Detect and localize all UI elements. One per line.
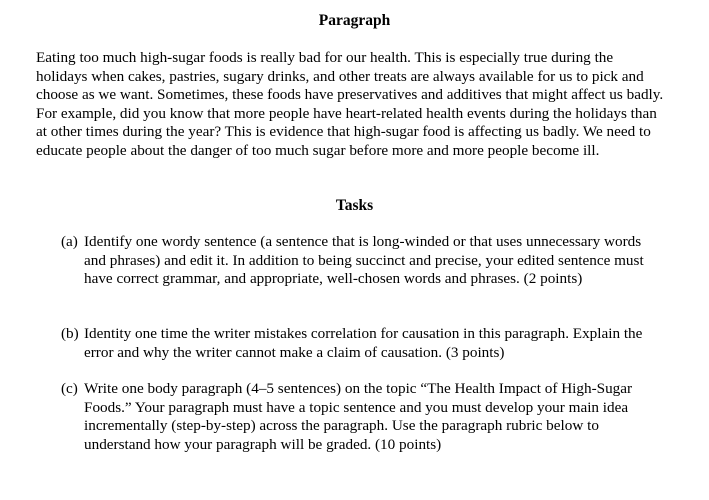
task-marker: (a) bbox=[61, 233, 78, 250]
task-item-c bbox=[61, 380, 661, 454]
paragraph-heading: Paragraph bbox=[318, 12, 391, 29]
task-marker: (b) bbox=[61, 325, 79, 342]
tasks-heading: Tasks bbox=[335, 197, 374, 214]
task-item-a bbox=[61, 233, 661, 289]
task-text: Write one body paragraph (4–5 sentences) on the topic “The Health Impact of High-Sugar Foods.” Your paragraph must have a topic sentence and you must develop your main idea incrementally (step-by-step) across the paragraph. Use the paragraph rubric below to understand how your paragraph will be graded. (10 points) bbox=[84, 380, 633, 453]
task-text: Identity one time the writer mistakes correlation for causation in this paragraph. Explain the error and why the writer cannot make a claim of causation. (3 points) bbox=[84, 325, 643, 361]
task-text: Identify one wordy sentence (a sentence that is long-winded or that uses unnecessary words and phrases) and edit it. In addition to being succinct and precise, your edited sentence must have correct grammar, and appropriate, well-chosen words and phrases. (2 points) bbox=[84, 233, 644, 288]
task-item-b bbox=[61, 325, 661, 362]
paragraph-body: Eating too much high-sugar foods is really bad for our health. This is especially true during the holidays when cakes, pastries, sugary drinks, and other treats are always available for us to pick and choose as we want. Sometimes, these foods have preservatives and additives that might affect us badly. For example, did you know that more people have heart-related health events during the holidays than at other times during the year? This is evidence that high-sugar food is affecting us badly. We need to educate people about the danger of too much sugar before more and more people become ill. bbox=[36, 49, 664, 159]
task-marker: (c) bbox=[61, 380, 78, 397]
